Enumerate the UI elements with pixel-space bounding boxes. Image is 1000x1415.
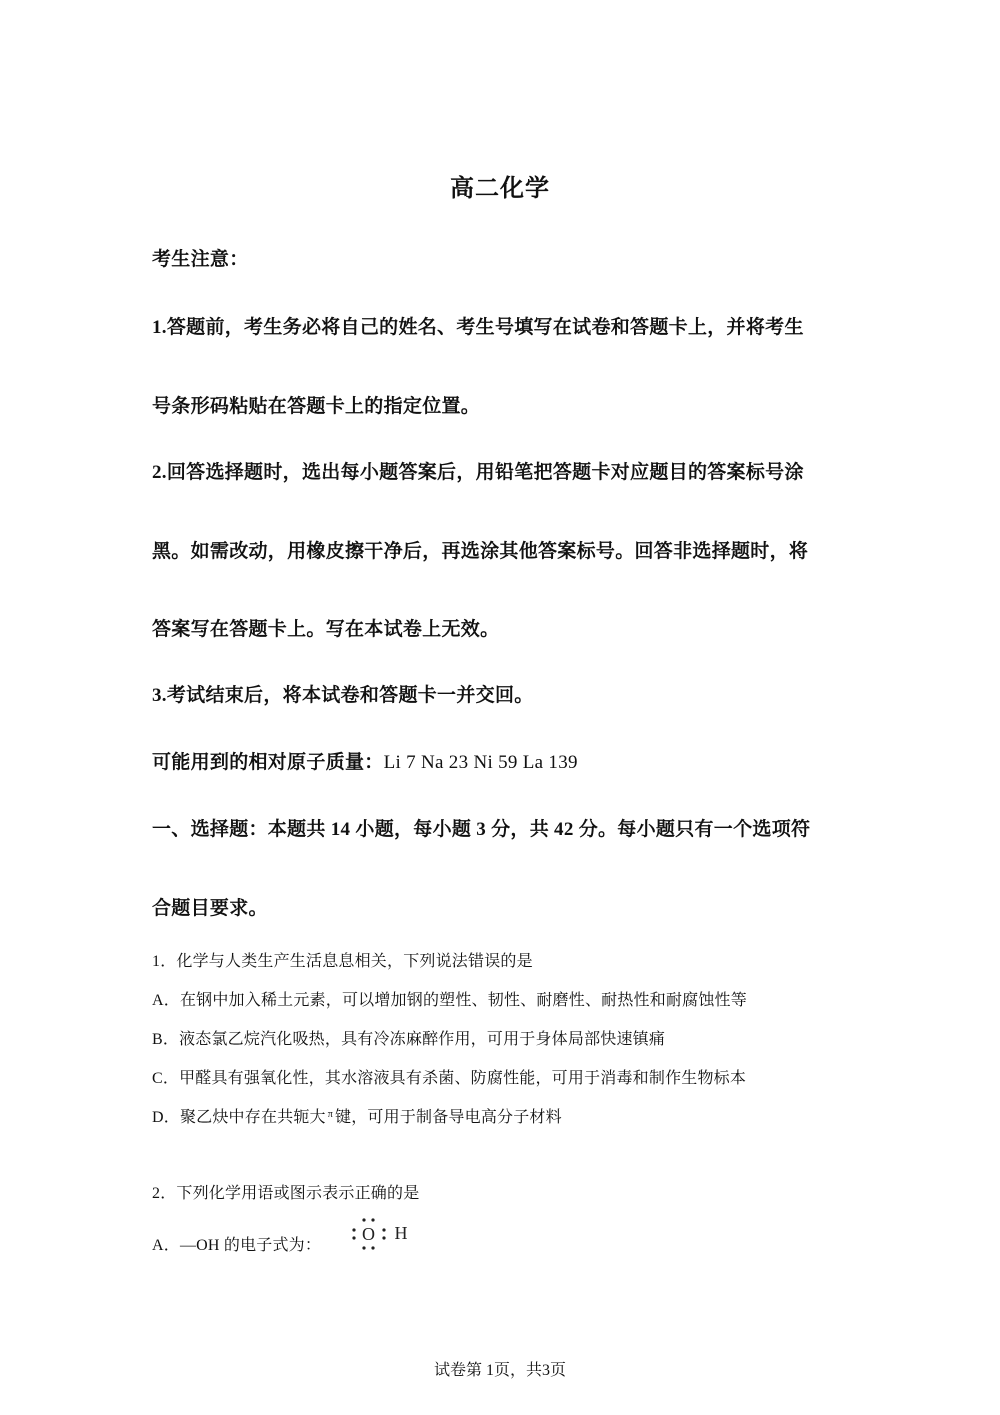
option-d-text-start: D．聚乙炔中存在共轭大 bbox=[152, 1109, 326, 1126]
notice-line-2: 号条形码粘贴在答题卡上的指定位置。 bbox=[152, 396, 481, 417]
page-title: 高二化学 bbox=[450, 174, 550, 202]
question-1-stem: 1．化学与人类生产生活息息相关，下列说法错误的是 bbox=[152, 953, 533, 970]
question-1-option-b: B．液态氯乙烷汽化吸热，具有冷冻麻醉作用，可用于身体局部快速镇痛 bbox=[152, 1031, 666, 1048]
atomic-mass-label: 可能用到的相对原子质量： bbox=[152, 752, 384, 773]
section-1-instruction-cont: 合题目要求。 bbox=[152, 898, 268, 919]
section-1-instruction: 一、选择题：本题共 14 小题，每小题 3 分，共 42 分。每小题只有一个选项符 bbox=[152, 819, 811, 840]
hydroxyl-lewis-structure bbox=[346, 1216, 416, 1252]
question-1-option-c: C．甲醛具有强氧化性，其水溶液具有杀菌、防腐性能，可用于消毒和制作生物标本 bbox=[152, 1070, 747, 1087]
question-1-option-a: A．在钢中加入稀土元素，可以增加钢的塑性、韧性、耐磨性、耐热性和耐腐蚀性等 bbox=[152, 992, 747, 1009]
notice-line-1: 1.答题前，考生务必将自己的姓名、考生号填写在试卷和答题卡上，并将考生 bbox=[152, 317, 804, 338]
question-2-option-a: A．—OH 的电子式为： bbox=[152, 1237, 322, 1254]
atomic-mass-line bbox=[152, 747, 578, 774]
notice-line-4: 黑。如需改动，用橡皮擦干净后，再选涂其他答案标号。回答非选择题时，将 bbox=[152, 541, 809, 562]
page-footer: 试卷第 1页，共3页 bbox=[433, 1362, 566, 1379]
notice-heading: 考生注意： bbox=[152, 249, 249, 270]
oxygen-symbol: O bbox=[362, 1224, 375, 1244]
pi-symbol: π bbox=[327, 1109, 334, 1120]
question-1-option-d bbox=[152, 1104, 562, 1127]
atomic-mass-values: Li 7 Na 23 Ni 59 La 139 bbox=[383, 752, 578, 773]
hydrogen-symbol: H bbox=[394, 1223, 408, 1243]
notice-line-5: 答案写在答题卡上。写在本试卷上无效。 bbox=[152, 619, 500, 640]
notice-line-6: 3.考试结束后，将本试卷和答题卡一并交回。 bbox=[152, 685, 534, 706]
question-2-stem: 2．下列化学用语或图示表示正确的是 bbox=[152, 1185, 420, 1202]
notice-line-3: 2.回答选择题时，选出每小题答案后，用铅笔把答题卡对应题目的答案标号涂 bbox=[152, 462, 804, 483]
option-d-text-end: 键，可用于制备导电高分子材料 bbox=[335, 1109, 562, 1126]
